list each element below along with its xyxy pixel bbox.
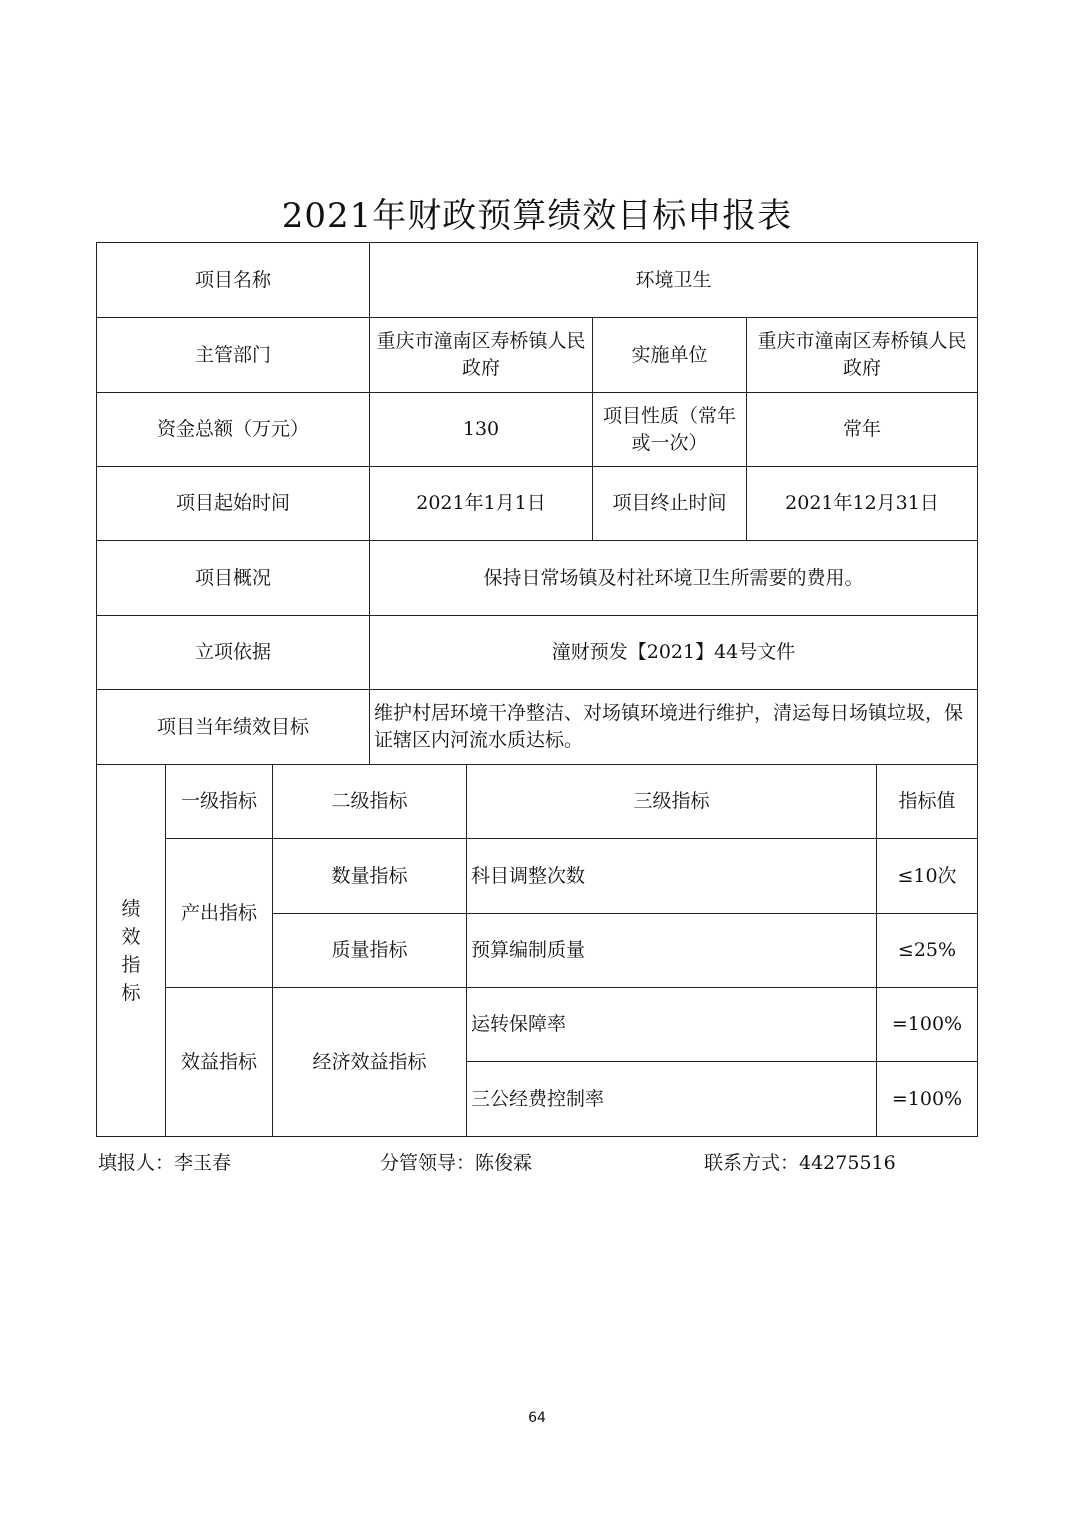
- economic-value-2: =100%: [891, 1087, 963, 1110]
- benefit-label: 效益指标: [180, 1050, 257, 1073]
- economic-item-2: 三公经费控制率: [471, 1087, 605, 1110]
- header-level2: 二级指标: [331, 790, 408, 812]
- quantity-item: 科目调整次数: [471, 864, 586, 887]
- project-name-label: 项目名称: [194, 268, 271, 291]
- end-value: 2021年12月31日: [785, 492, 939, 514]
- start-value: 2021年1月1日: [416, 492, 546, 514]
- dept-label: 主管部门: [194, 343, 271, 366]
- nature-value: 常年: [842, 418, 881, 440]
- header-level3: 三级指标: [633, 790, 710, 812]
- side-char: 标: [121, 981, 141, 1004]
- overview-label: 项目概况: [194, 566, 271, 589]
- output-label: 产出指标: [180, 901, 257, 924]
- contact: 联系方式：44275516: [704, 1152, 896, 1174]
- side-char: 效: [121, 925, 141, 948]
- quality-value: ≤25%: [897, 939, 957, 961]
- economic-item-1: 运转保障率: [471, 1013, 567, 1035]
- leader: 分管领导：陈俊霖: [380, 1152, 533, 1174]
- nature-label: 项目性质（常年或一次）: [602, 404, 736, 454]
- side-char: 绩: [121, 897, 141, 920]
- impl-value: 重庆市潼南区寿桥镇人民政府: [757, 330, 967, 379]
- economic-value-1: =100%: [891, 1013, 963, 1035]
- dept-value: 重庆市潼南区寿桥镇人民政府: [376, 330, 586, 379]
- basis-value: 潼财预发【2021】44号文件: [551, 641, 796, 663]
- start-label: 项目起始时间: [175, 492, 290, 514]
- quality-label: 质量指标: [331, 939, 408, 961]
- filler: 填报人：李玉春: [98, 1152, 232, 1174]
- side-char: 指: [121, 953, 141, 976]
- quality-item: 预算编制质量: [471, 939, 586, 961]
- impl-label: 实施单位: [631, 343, 708, 366]
- end-label: 项目终止时间: [612, 492, 727, 514]
- goal-label: 项目当年绩效目标: [156, 715, 309, 738]
- header-level1: 一级指标: [180, 790, 257, 812]
- page-number: 64: [528, 1410, 546, 1426]
- quantity-value: ≤10次: [897, 864, 957, 887]
- quantity-label: 数量指标: [331, 864, 408, 887]
- basis-label: 立项依据: [194, 641, 271, 663]
- header-value: 指标值: [898, 790, 956, 812]
- overview-value: 保持日常场镇及村社环境卫生所需要的费用。: [483, 566, 864, 589]
- economic-label: 经济效益指标: [312, 1050, 427, 1073]
- fund-value: 130: [462, 418, 500, 440]
- indicator-side-label: [97, 765, 165, 1136]
- fund-label: 资金总额（万元）: [156, 418, 309, 440]
- project-name-value: 环境卫生: [635, 268, 712, 291]
- page-title: 2021年财政预算绩效目标申报表: [281, 196, 793, 236]
- goal-value: 维护村居环境干净整洁、对场镇环境进行维护，清运每日场镇垃圾，保证辖区内河流水质达标。: [374, 702, 964, 751]
